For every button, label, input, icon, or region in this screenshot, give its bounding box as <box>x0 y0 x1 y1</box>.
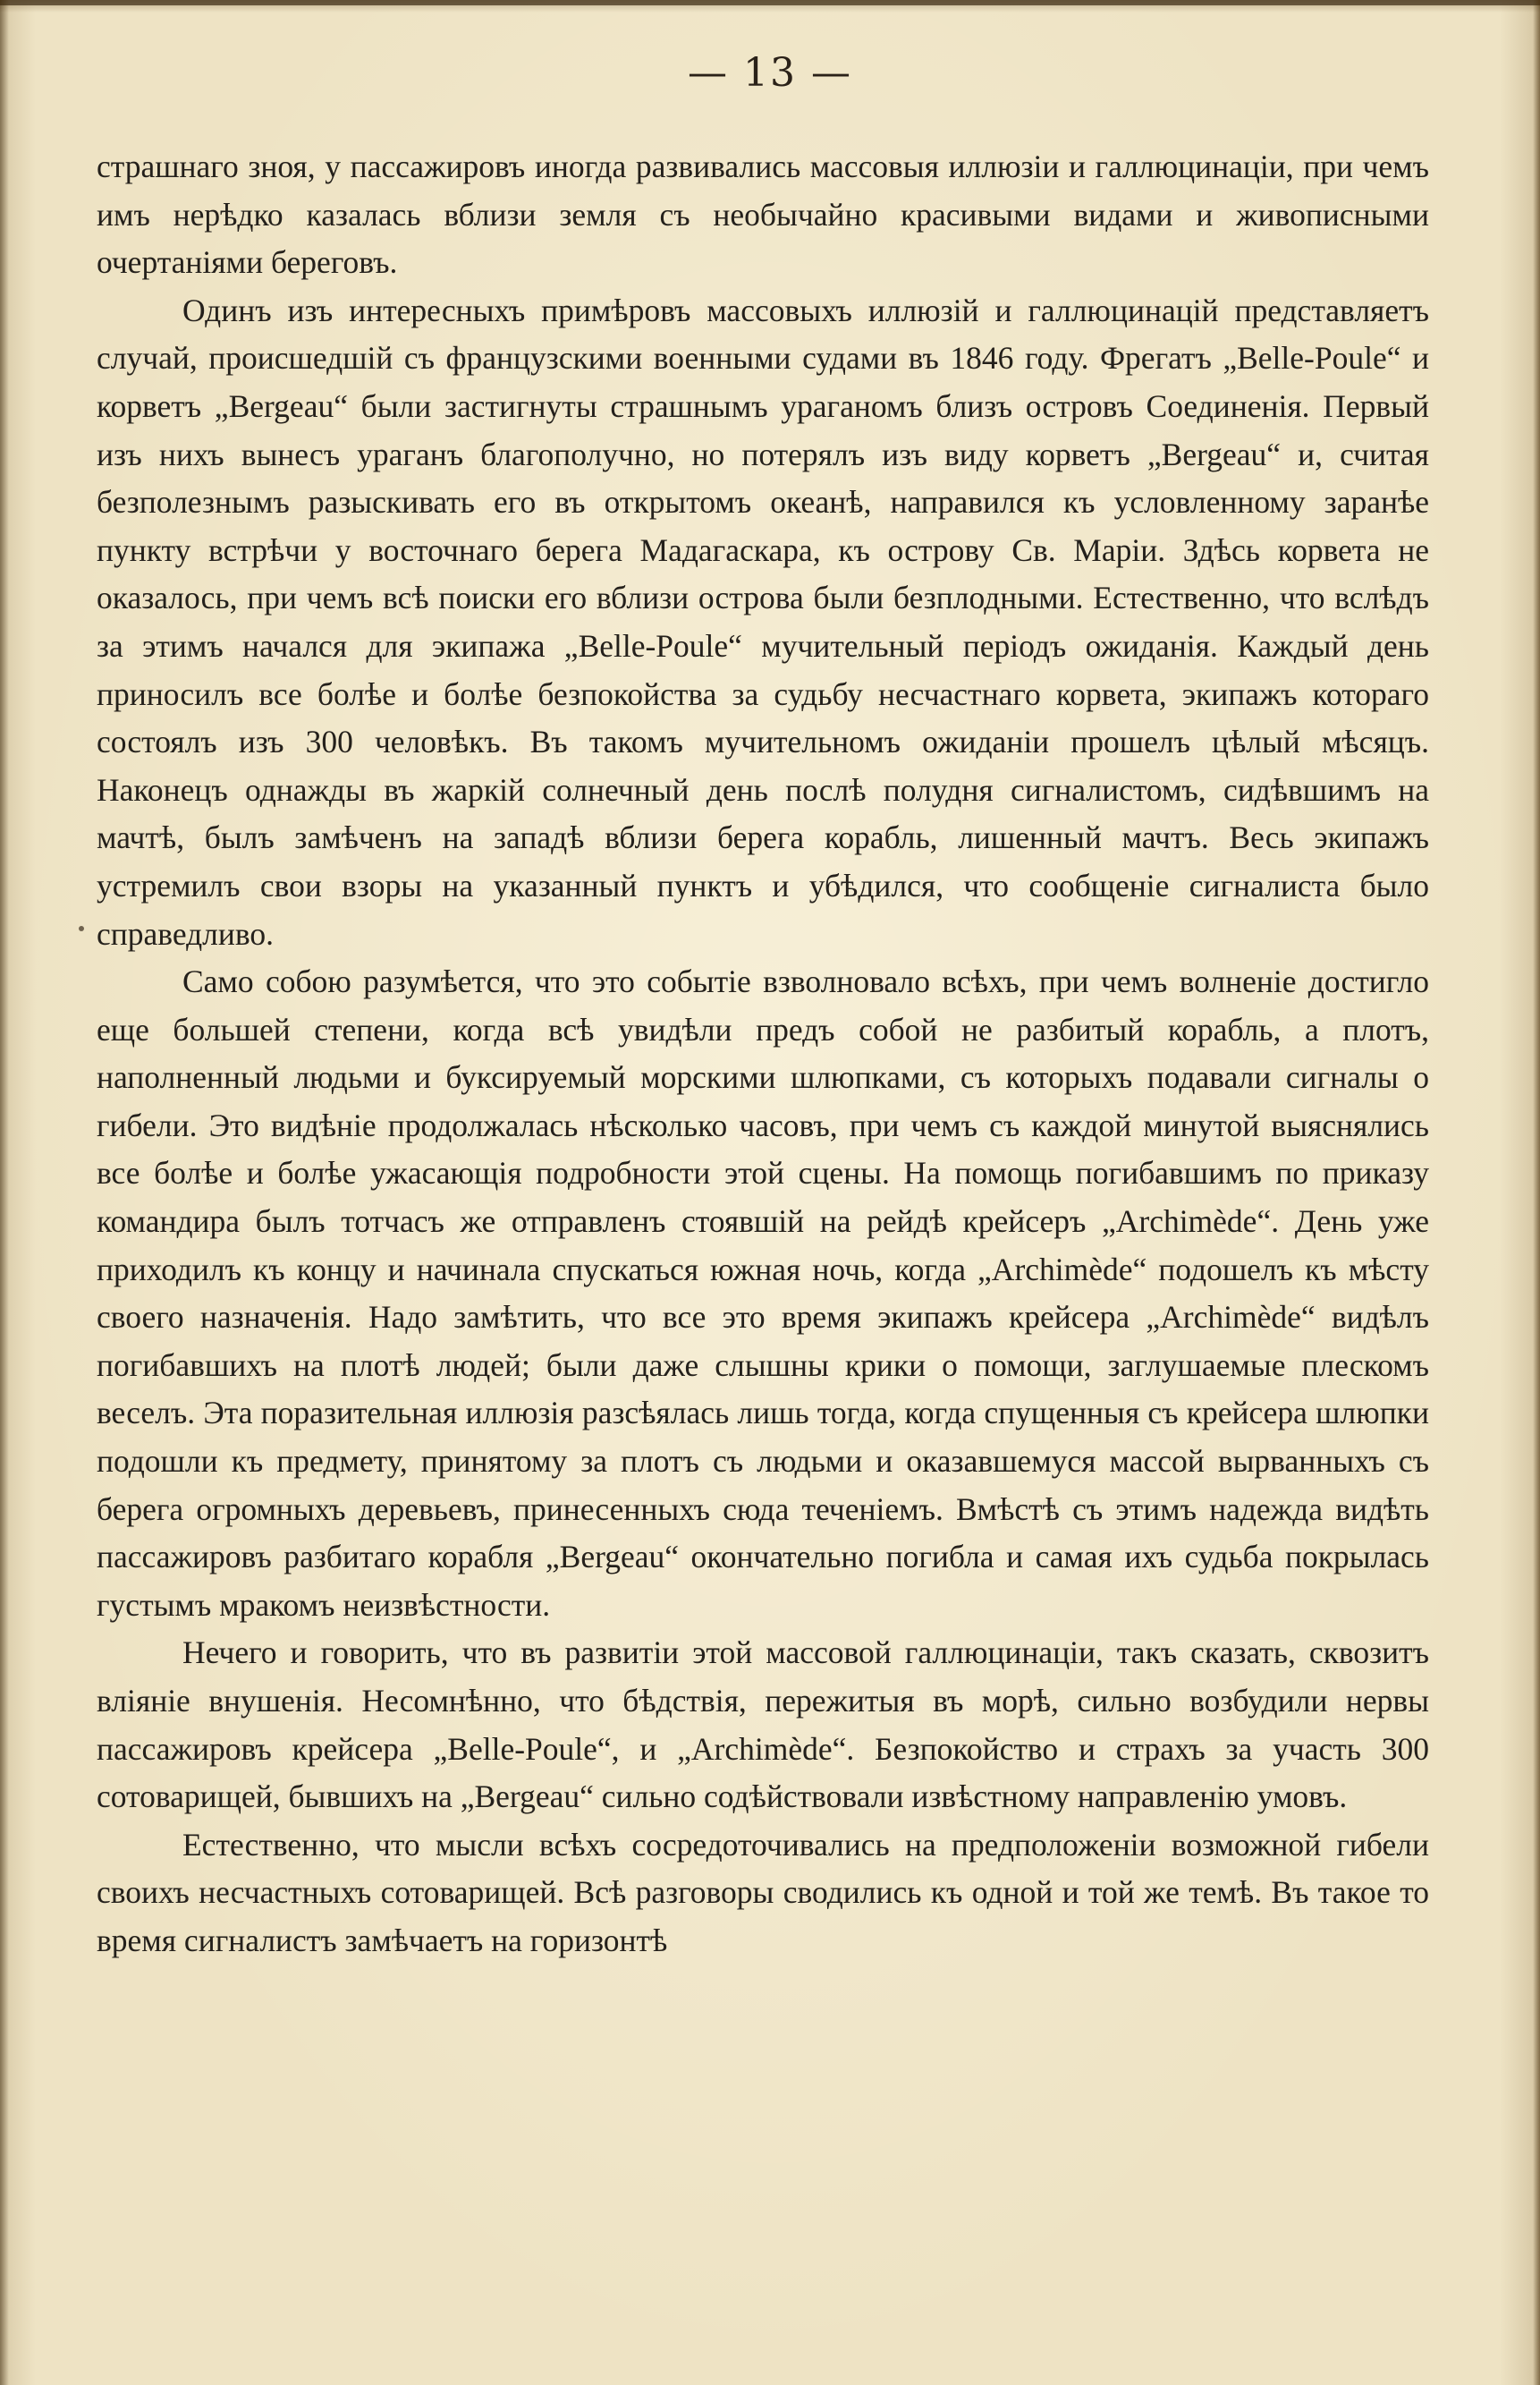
page-right-edge <box>1533 0 1540 2385</box>
margin-mark <box>79 926 84 931</box>
paragraph: Одинъ изъ интересныхъ примѣровъ массовыхъ иллюзій и галлюцинацій представляетъ случай, происшедшій съ французскими военными судами въ 1846 году. Фрегатъ „Belle-Poule“ и корветъ „Bergeau“ были застигнуты страшнымъ ураганомъ близъ островъ Соединенія. Первый изъ нихъ вынесъ ураганъ благополучно, но потерялъ изъ виду корветъ „Bergeau“ и, считая безполезнымъ разыскивать его въ открытомъ океанѣ, направился къ условленному заранѣе пункту встрѣчи у восточнаго берега Мадагаскара, къ острову Св. Маріи. Здѣсь корвета не оказалось, при чемъ всѣ поиски его вблизи острова были безплодными. Естественно, что вслѣдъ за этимъ начался для экипажа „Belle-Poule“ мучительный періодъ ожиданія. Каждый день приносилъ все болѣе и болѣе безпокойства за судьбу несчастнаго корвета, экипажъ котораго состоялъ изъ 300 человѣкъ. Въ такомъ мучительномъ ожиданіи прошелъ цѣлый мѣсяцъ. Наконецъ однажды въ жаркій солнечный день послѣ полудня сигналистомъ, сидѣвшимъ на мачтѣ, былъ замѣченъ на западѣ вблизи берега корабль, лишенный мачтъ. Весь экипажъ устремилъ свои взоры на указанный пунктъ и убѣдился, что сообщеніе сигналиста было справедливо. <box>97 292 1429 952</box>
page-gutter-shadow <box>0 0 9 2385</box>
page-number: — 13 — <box>688 50 852 96</box>
paragraph: Естественно, что мысли всѣхъ сосредоточивались на предположеніи возможной гибели своихъ несчастныхъ сотоварищей. Всѣ разговоры сводились къ одной и той же темѣ. Въ такое то время сигналистъ замѣчаетъ на горизонтѣ <box>97 1826 1429 1958</box>
paragraph: Само собою разумѣется, что это событіе взволновало всѣхъ, при чемъ волненіе достигло еще большей степени, когда всѣ увидѣли предъ собой не разбитый корабль, а плотъ, наполненный людьми и буксируемый морскими шлюпками, съ которыхъ подавали сигналы о гибели. Это видѣніе продолжалась нѣсколько часовъ, при чемъ съ каждой минутой выяснялись все болѣе и болѣе ужасающія подробности этой сцены. На помощь погибавшимъ по приказу командира былъ тотчасъ же отправленъ стоявшій на рейдѣ крейсеръ „Archimède“. День уже приходилъ къ концу и начинала спускаться южная ночь, когда „Archimède“ подошелъ къ мѣсту своего назначенія. Надо замѣтить, что все это время экипажъ крейсера „Archimède“ видѣлъ погибавшихъ на плотѣ людей; были даже слышны крики о помощи, заглушаемые плескомъ веселъ. Эта поразительная иллюзія разсѣялась лишь тогда, когда спущенныя съ крейсера шлюпки подошли къ предмету, принятому за плотъ съ людьми и оказавшемуся массой вырванныхъ съ берега огромныхъ деревьевъ, принесенныхъ сюда теченіемъ. Вмѣстѣ съ этимъ надежда видѣть пассажировъ разбитаго корабля „Bergeau“ окончательно погибла и самая ихъ судьба покрылась густымъ мракомъ неизвѣстности. <box>97 963 1429 1623</box>
paragraph: Нечего и говорить, что въ развитіи этой массовой галлюцинаціи, такъ сказать, сквозитъ вліяніе внушенія. Несомнѣнно, что бѣдствія, пережитыя въ морѣ, сильно возбудили нервы пассажировъ крейсера „Belle-Poule“, и „Archimède“. Безпокойство и страхъ за участь 300 сотоварищей, бывшихъ на „Bergeau“ сильно содѣйствовали извѣстному направленію умовъ. <box>97 1634 1429 1815</box>
body-text <box>97 143 1429 1965</box>
page-top-edge <box>0 0 1540 5</box>
paragraph: страшнаго зноя, у пассажировъ иногда развивались массовыя иллюзіи и галлюцинаціи, при чемъ имъ нерѣдко казалась вблизи земля съ необычайно красивыми видами и живописными очертаніями береговъ. <box>97 149 1429 281</box>
